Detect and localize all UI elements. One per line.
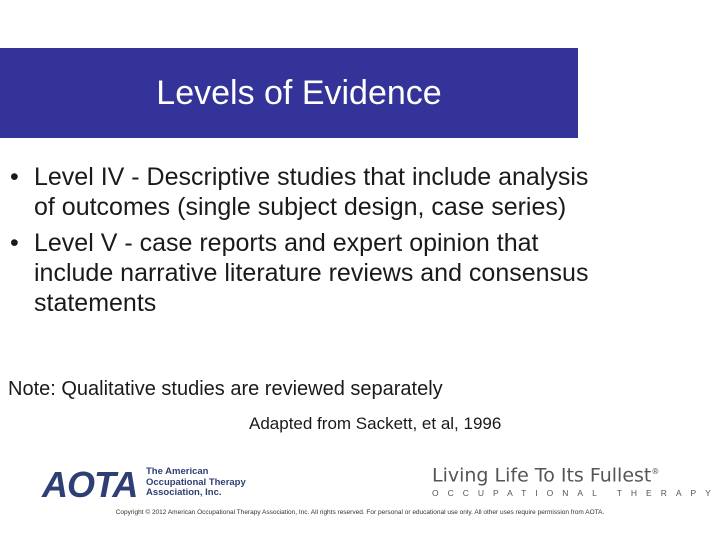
aota-logo-subtitle	[146, 467, 266, 499]
source-citation: Adapted from Sackett, et al, 1996	[249, 414, 502, 433]
bullet-list	[0, 162, 720, 324]
aota-subtitle-line: Association, Inc.	[146, 487, 222, 498]
bullet-item	[0, 162, 594, 222]
aota-subtitle-line: The American	[146, 466, 209, 477]
registered-mark: ®	[651, 467, 660, 476]
tagline-logo	[432, 460, 720, 500]
tagline-text: Living Life To Its Fullest	[432, 464, 652, 487]
tagline-main	[432, 460, 692, 487]
bullet-text: Level V - case reports and expert opinion that include narrative literature reviews and consensus statements	[34, 229, 589, 317]
aota-logo	[42, 465, 262, 505]
tagline-sub: OCCUPATIONAL THERAPY	[432, 488, 720, 499]
note-text: Note: Qualitative studies are reviewed separately	[8, 378, 443, 400]
bullet-marker: •	[10, 163, 19, 191]
slide-title: Levels of Evidence	[156, 73, 442, 112]
title-band	[0, 48, 578, 138]
bullet-marker: •	[10, 229, 19, 257]
aota-logo-mark: AOTA	[42, 464, 138, 505]
bullet-text: Level IV - Descriptive studies that include analysis of outcomes (single subject design, case series)	[34, 163, 589, 221]
bullet-item	[0, 228, 594, 318]
copyright-notice: Copyright © 2012 American Occupational Therapy Association, Inc. All rights reserved. For personal or educational use only. All other uses require permission from AOTA.	[115, 509, 605, 516]
aota-subtitle-line: Occupational Therapy	[146, 476, 246, 488]
